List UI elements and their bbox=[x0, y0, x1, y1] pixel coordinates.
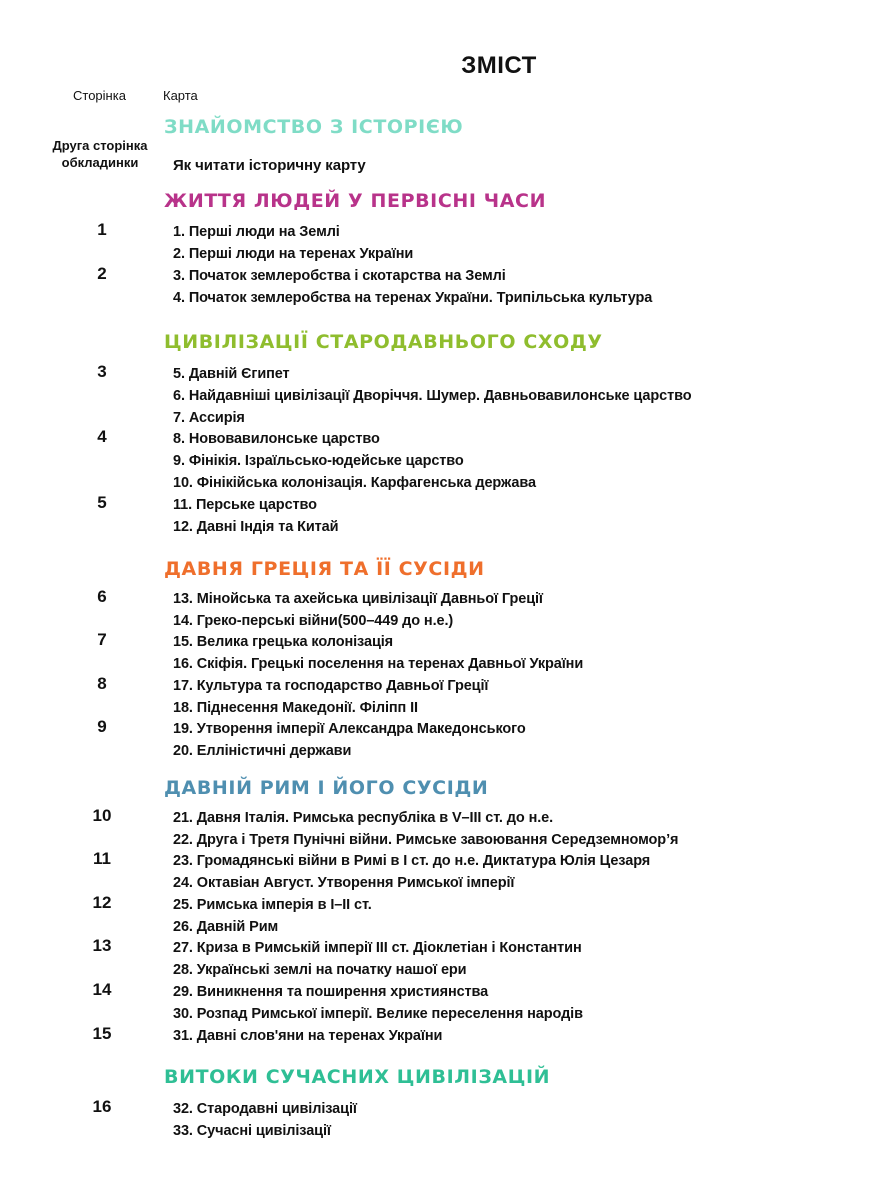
toc-item-link[interactable]: 5. Давній Єгипет bbox=[173, 366, 290, 382]
toc-row[interactable] bbox=[0, 849, 870, 875]
toc-row[interactable] bbox=[0, 656, 870, 678]
page-number: 2 bbox=[97, 264, 107, 283]
page-number: 15 bbox=[92, 1024, 112, 1043]
toc-row[interactable] bbox=[0, 475, 870, 497]
toc-row[interactable] bbox=[0, 246, 870, 268]
toc-item-link[interactable]: 20. Елліністичні держави bbox=[173, 743, 352, 759]
page-number: 5 bbox=[97, 493, 107, 512]
toc-item-link[interactable]: 29. Виникнення та поширення християнства bbox=[173, 984, 489, 1000]
toc-row[interactable] bbox=[0, 290, 870, 312]
toc-row[interactable] bbox=[0, 493, 870, 519]
toc-item-link[interactable]: 1. Перші люди на Землі bbox=[173, 224, 340, 240]
section-title: ЖИТТЯ ЛЮДЕЙ У ПЕРВІСНІ ЧАСИ bbox=[164, 190, 547, 212]
page-number: 11 bbox=[93, 849, 111, 868]
section-title: ЗНАЙОМСТВО З ІСТОРІЄЮ bbox=[164, 116, 464, 138]
section-title: ДАВНЯ ГРЕЦІЯ ТА ЇЇ СУСІДИ bbox=[164, 558, 485, 580]
toc-row[interactable] bbox=[0, 1123, 870, 1145]
toc-row[interactable] bbox=[0, 717, 870, 743]
page-number: 13 bbox=[92, 936, 112, 955]
page-number: 8 bbox=[97, 674, 107, 693]
toc-item-link[interactable]: 13. Мінойська та ахейська цивілізації Давньої Греції bbox=[173, 591, 543, 607]
column-header-map: Карта bbox=[163, 88, 198, 103]
toc-row[interactable] bbox=[0, 138, 870, 179]
toc-item-link[interactable]: 26. Давній Рим bbox=[173, 919, 279, 935]
toc-row[interactable] bbox=[0, 388, 870, 410]
page-number: 7 bbox=[97, 630, 107, 649]
toc-item-link[interactable]: 17. Культура та господарство Давньої Греції bbox=[173, 678, 489, 694]
section-title: ЦИВІЛІЗАЦІЇ СТАРОДАВНЬОГО СХОДУ bbox=[164, 331, 603, 353]
toc-title: ЗМІСТ bbox=[461, 52, 537, 79]
toc-row[interactable] bbox=[0, 264, 870, 290]
toc-row[interactable] bbox=[0, 362, 870, 388]
toc-row[interactable] bbox=[0, 700, 870, 722]
toc-item-link[interactable]: 21. Давня Італія. Римська республіка в V–III ст. до н.е. bbox=[173, 810, 554, 826]
toc-item-link[interactable]: Як читати історичну карту bbox=[173, 157, 366, 174]
toc-item-link[interactable]: 2. Перші люди на теренах України bbox=[173, 246, 414, 262]
section-title: ДАВНІЙ РИМ І ЙОГО СУСІДИ bbox=[164, 777, 489, 799]
toc-item-link[interactable]: 19. Утворення імперії Александра Македонського bbox=[173, 721, 526, 737]
toc-item-link[interactable]: 24. Октавіан Август. Утворення Римської імперії bbox=[173, 875, 515, 891]
toc-row[interactable] bbox=[0, 962, 870, 984]
toc-item-link[interactable]: 30. Розпад Римської імперії. Велике переселення народів bbox=[173, 1006, 583, 1022]
toc-item-link[interactable]: 14. Греко-перські війни(500–449 до н.е.) bbox=[173, 613, 454, 629]
page-number: 4 bbox=[97, 427, 107, 446]
toc-row[interactable] bbox=[0, 743, 870, 765]
toc-row[interactable] bbox=[0, 875, 870, 897]
page-number: 16 bbox=[92, 1097, 112, 1116]
toc-item-link[interactable]: 9. Фінікія. Ізраїльсько-юдейське царство bbox=[173, 453, 464, 469]
toc-row[interactable] bbox=[0, 893, 870, 919]
toc-row[interactable] bbox=[0, 1006, 870, 1028]
page-number: 10 bbox=[92, 806, 112, 825]
toc-row[interactable] bbox=[0, 453, 870, 475]
toc-row[interactable] bbox=[0, 410, 870, 432]
toc-row[interactable] bbox=[0, 980, 870, 1006]
toc-row[interactable] bbox=[0, 220, 870, 246]
toc-row[interactable] bbox=[0, 806, 870, 832]
toc-item-link[interactable]: 6. Найдавніші цивілізації Дворіччя. Шумер. Давньовавилонське царство bbox=[173, 388, 692, 404]
toc-item-link[interactable]: 10. Фінікійська колонізація. Карфагенська держава bbox=[173, 475, 536, 491]
toc-item-link[interactable]: 22. Друга і Третя Пунічні війни. Римське завоювання Середземномор’я bbox=[173, 832, 679, 848]
toc-item-link[interactable]: 12. Давні Індія та Китай bbox=[173, 519, 339, 535]
toc-item-link[interactable]: 27. Криза в Римській імперії III ст. Діоклетіан і Константин bbox=[173, 940, 582, 956]
toc-item-link[interactable]: 15. Велика грецька колонізація bbox=[173, 634, 394, 650]
toc-item-link[interactable]: 8. Нововавилонське царство bbox=[173, 431, 380, 447]
page-number: Друга сторінка обкладинки bbox=[52, 138, 148, 170]
page-number: 14 bbox=[92, 980, 112, 999]
toc-row[interactable] bbox=[0, 630, 870, 656]
toc-row[interactable] bbox=[0, 919, 870, 941]
toc-row[interactable] bbox=[0, 1024, 870, 1050]
toc-item-link[interactable]: 7. Ассирія bbox=[173, 410, 245, 426]
toc-item-link[interactable]: 32. Стародавні цивілізації bbox=[173, 1101, 357, 1117]
toc-item-link[interactable]: 3. Початок землеробства і скотарства на Землі bbox=[173, 268, 506, 284]
toc-item-link[interactable]: 28. Українські землі на початку нашої ери bbox=[173, 962, 467, 978]
toc-item-link[interactable]: 23. Громадянські війни в Римі в I ст. до н.е. Диктатура Юлія Цезаря bbox=[173, 853, 651, 869]
toc-item-link[interactable]: 25. Римська імперія в I–II ст. bbox=[173, 897, 372, 913]
toc-row[interactable] bbox=[0, 613, 870, 635]
toc-item-link[interactable]: 16. Скіфія. Грецькі поселення на теренах Давньої України bbox=[173, 656, 584, 672]
toc-row[interactable] bbox=[0, 427, 870, 453]
toc-row[interactable] bbox=[0, 832, 870, 854]
toc-row[interactable] bbox=[0, 674, 870, 700]
toc-row[interactable] bbox=[0, 1097, 870, 1123]
page-number: 12 bbox=[92, 893, 112, 912]
toc-item-link[interactable]: 11. Перське царство bbox=[173, 497, 317, 513]
page-number: 6 bbox=[97, 587, 107, 606]
toc-row[interactable] bbox=[0, 936, 870, 962]
toc-item-link[interactable]: 31. Давні слов'яни на теренах України bbox=[173, 1028, 443, 1044]
page-number: 3 bbox=[97, 362, 107, 381]
toc-item-link[interactable]: 18. Піднесення Македонії. Філіпп II bbox=[173, 700, 418, 716]
section-title: ВИТОКИ СУЧАСНИХ ЦИВІЛІЗАЦІЙ bbox=[164, 1066, 551, 1088]
page-number: 9 bbox=[97, 717, 107, 736]
toc-item-link[interactable]: 33. Сучасні цивілізації bbox=[173, 1123, 331, 1139]
toc-row[interactable] bbox=[0, 519, 870, 541]
column-header-page: Сторінка bbox=[73, 88, 126, 103]
toc-row[interactable] bbox=[0, 587, 870, 613]
toc-item-link[interactable]: 4. Початок землеробства на теренах України. Трипільська культура bbox=[173, 290, 653, 306]
page-number: 1 bbox=[97, 220, 107, 239]
